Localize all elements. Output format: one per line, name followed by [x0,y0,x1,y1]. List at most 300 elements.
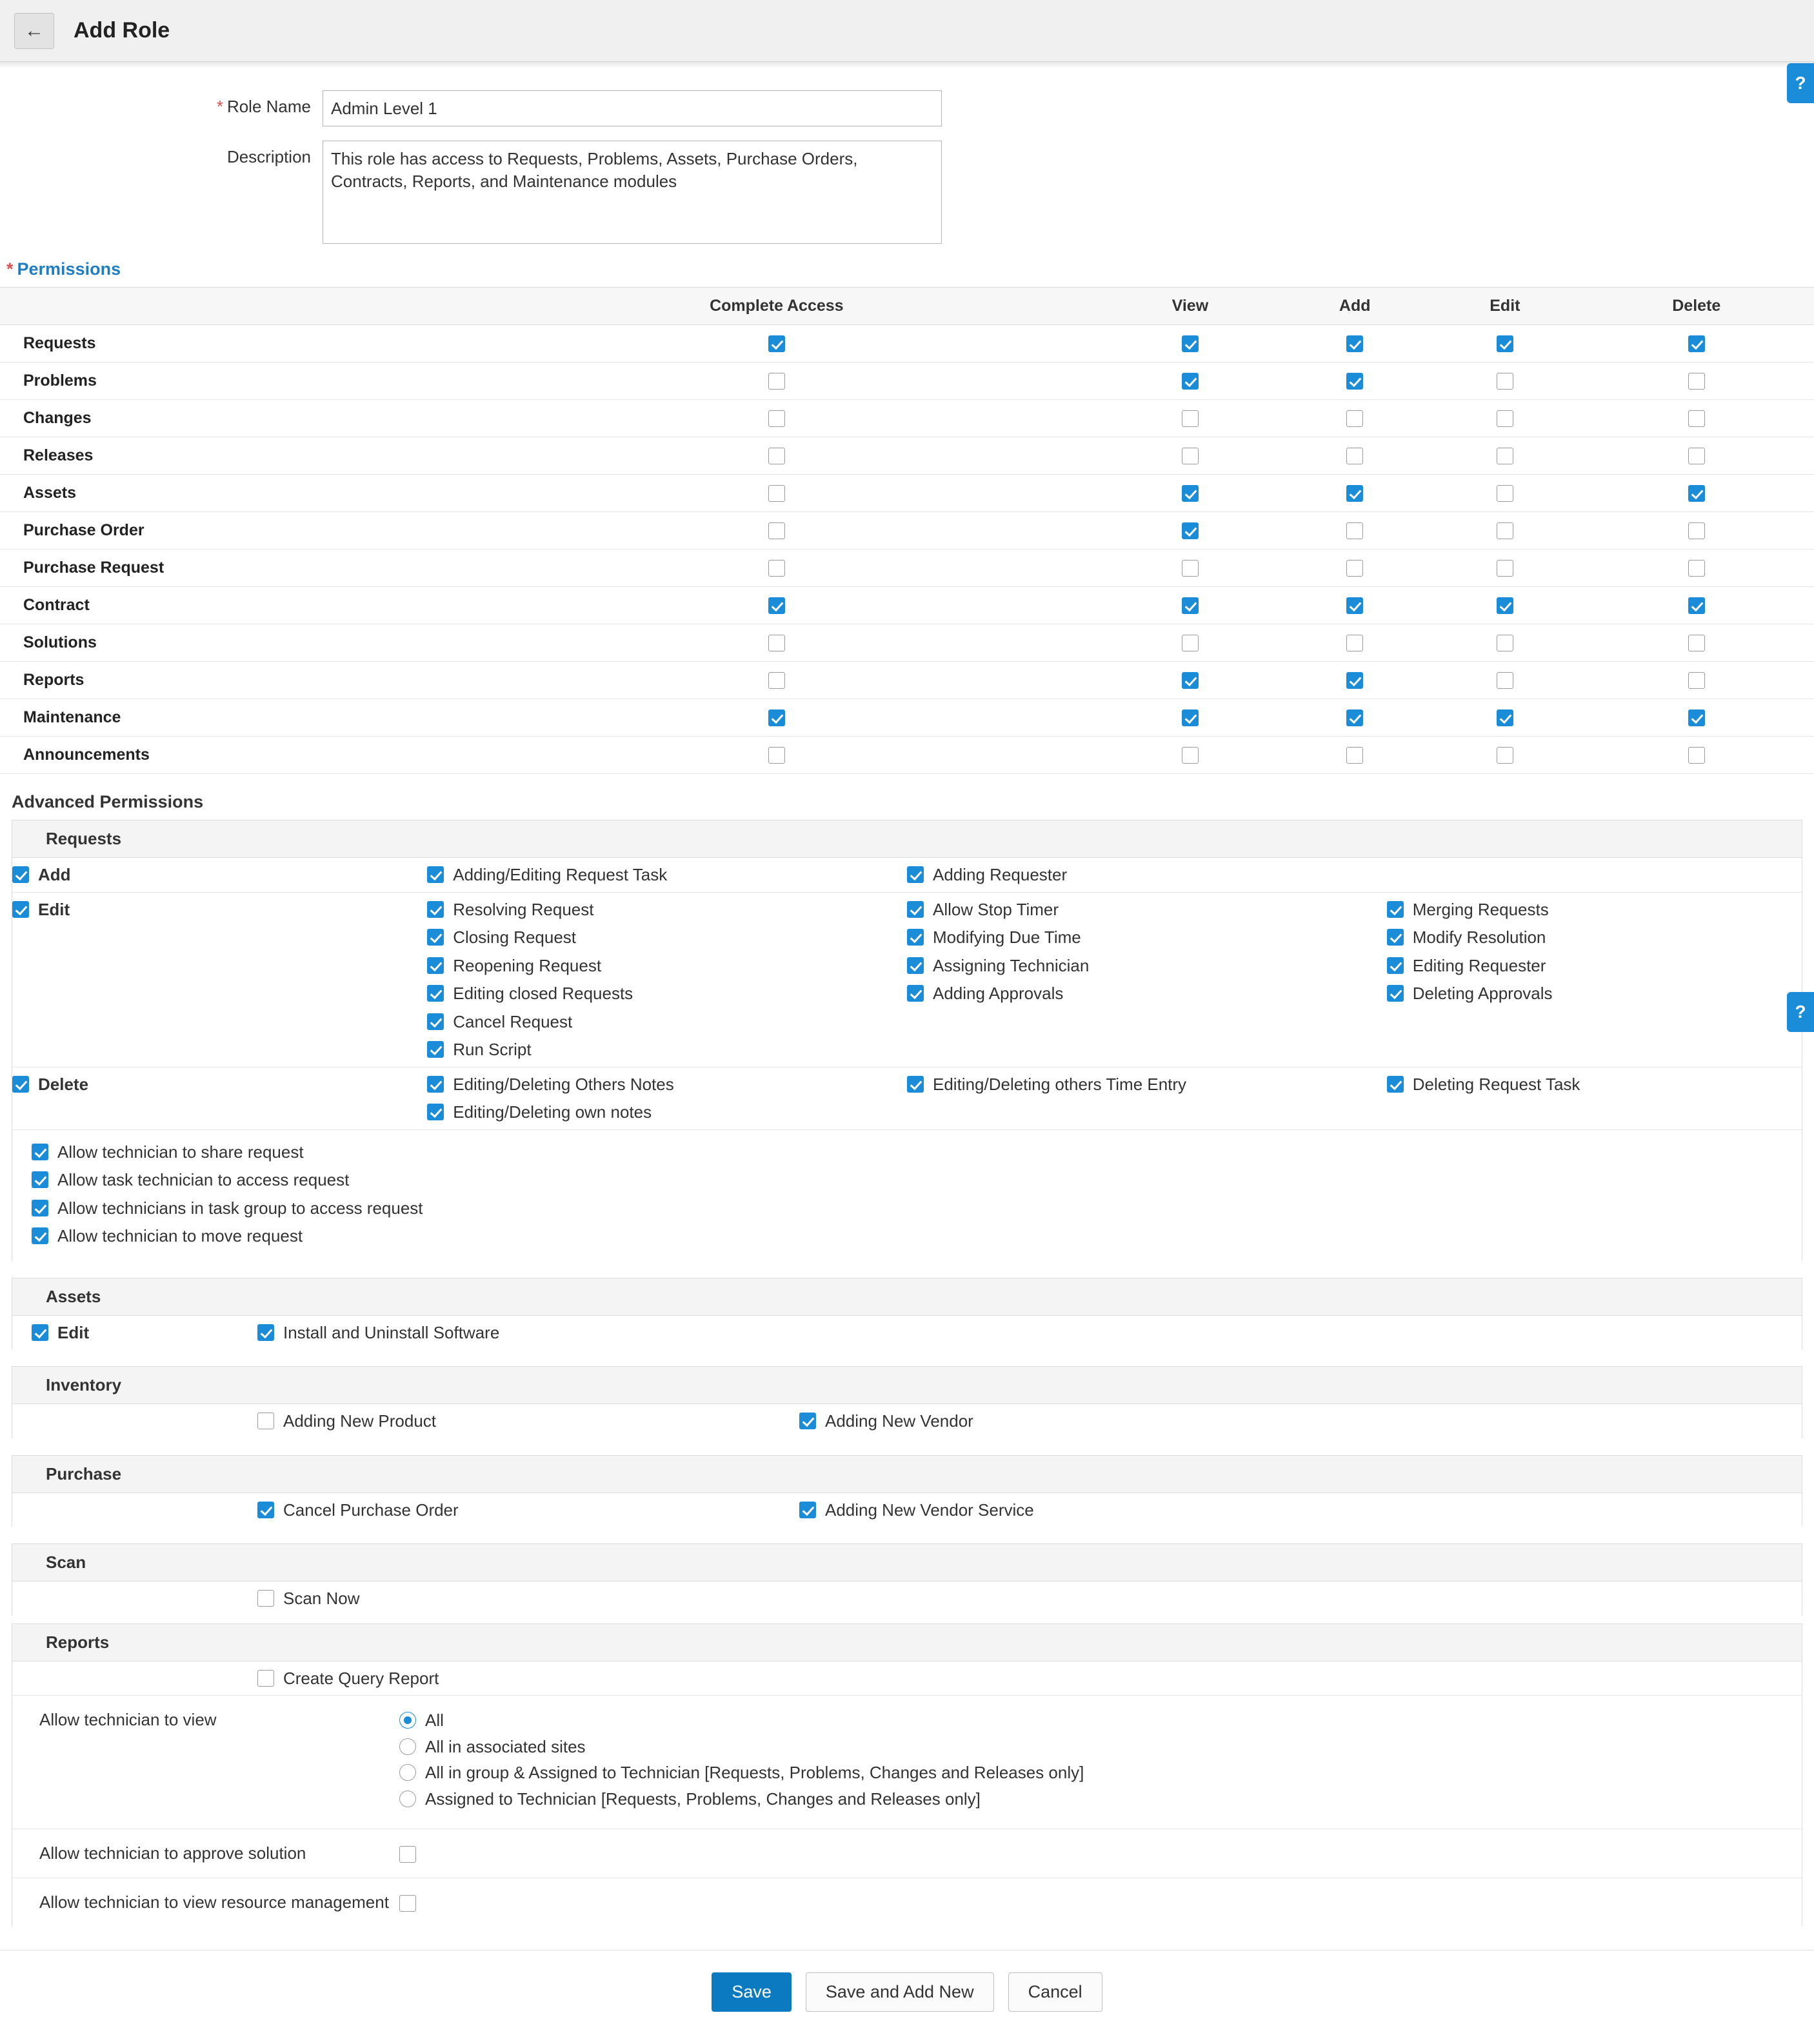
col-add: Add [1279,288,1431,325]
checkbox-problems-add[interactable] [1346,373,1363,390]
permission-cell-add [1279,699,1431,737]
required-indicator: * [216,97,223,116]
permission-cell-add [1279,325,1431,362]
permission-cell-delete [1579,624,1814,662]
table-row [0,512,1814,550]
permission-cell-view [1102,400,1279,437]
panel-title-assets: Assets [12,1278,1802,1316]
col-module [0,288,452,325]
label-adding-approvals: Adding Approvals [932,984,1064,1003]
inventory-spacer [12,1404,257,1438]
approve-solution-row [12,1829,1802,1878]
label-cancel-purchase-order: Cancel Purchase Order [283,1500,459,1520]
table-row [0,400,1814,437]
header-shadow [0,62,1814,68]
checkbox-maintenance-delete[interactable] [1688,709,1705,726]
role-name-input[interactable] [323,90,942,126]
label-editing-closed-requests: Editing closed Requests [453,984,633,1003]
table-row [0,587,1814,624]
permission-cell-view [1102,737,1279,774]
list-item[interactable] [907,1074,1387,1095]
col-view: View [1102,288,1279,325]
scan-advanced-table [12,1582,1802,1616]
col-complete-access: Complete Access [452,288,1102,325]
permission-cell-add [1279,624,1431,662]
list-item[interactable] [799,1411,1802,1432]
advanced-permissions-title: Advanced Permissions [12,792,204,811]
permission-cell-add [1279,437,1431,475]
checkbox-assets-edit[interactable] [32,1324,48,1341]
checkbox-changes-edit[interactable] [1497,410,1513,427]
list-item[interactable] [907,899,1387,920]
permission-module-label: Solutions [0,624,452,662]
permission-cell-complete [452,587,1102,624]
label-run-script: Run Script [453,1040,532,1059]
checkbox-modifying-due-time[interactable] [907,929,924,946]
list-item[interactable] [32,1169,1802,1191]
role-form [0,68,1814,244]
list-item[interactable] [257,1322,1802,1344]
list-item[interactable] [907,927,1387,948]
checkbox-adding-new-vendor-service[interactable] [799,1502,816,1518]
permission-cell-complete [452,737,1102,774]
page-title: Add Role [74,18,170,43]
checkbox-maintenance-add[interactable] [1346,709,1363,726]
requests-add-toggle[interactable] [12,864,427,886]
permission-module-label: Requests [0,325,452,362]
checkbox-purchase-request-add[interactable] [1346,560,1363,577]
requests-edit-cell [12,892,427,1067]
checkbox-releases-edit[interactable] [1497,448,1513,464]
radio-option-group-assigned[interactable] [399,1762,1802,1783]
list-item[interactable] [427,899,907,920]
label-scan-now: Scan Now [283,1589,360,1608]
purchase-col-a [257,1493,799,1527]
checkbox-deleting-request-task[interactable] [1387,1076,1404,1093]
advanced-panel-assets [12,1278,1802,1350]
label-cancel-request: Cancel Request [453,1011,573,1031]
list-item[interactable] [799,1500,1802,1521]
list-item[interactable] [427,864,907,886]
requests-advanced-table [12,858,1802,1129]
label-adding-new-product: Adding New Product [283,1411,437,1431]
checkbox-contract-edit[interactable] [1497,597,1513,614]
reports-spacer [12,1662,257,1696]
panel-title-inventory: Inventory [12,1367,1802,1404]
checkbox-releases-complete[interactable] [768,448,785,464]
checkbox-solutions-complete[interactable] [768,635,785,651]
radio-option-assigned[interactable] [399,1789,1802,1810]
table-row [0,662,1814,699]
checkbox-changes-delete[interactable] [1688,410,1705,427]
permission-module-label: Problems [0,362,452,400]
checkbox-resource-management[interactable] [399,1895,416,1912]
permissions-table [0,287,1814,774]
permission-cell-add [1279,737,1431,774]
permission-cell-edit [1431,400,1579,437]
checkbox-allow-technician-share-request[interactable] [32,1144,48,1160]
label-scope-group-assigned: All in group & Assigned to Technician [Requests, Problems, Changes and Releases only] [425,1763,1084,1782]
permissions-header-row [0,288,1814,325]
permission-cell-delete [1579,437,1814,475]
permission-module-label: Announcements [0,737,452,774]
label-scope-assigned: Assigned to Technician [Requests, Problems, Changes and Releases only] [425,1789,981,1809]
checkbox-purchase-request-edit[interactable] [1497,560,1513,577]
permission-module-label: Purchase Order [0,512,452,550]
purchase-row [12,1493,1802,1527]
list-item[interactable] [427,1011,907,1033]
permission-cell-complete [452,550,1102,587]
checkbox-maintenance-complete[interactable] [768,709,785,726]
requests-add-row [12,858,1802,892]
label-deleting-request-task: Deleting Request Task [1412,1074,1580,1094]
checkbox-releases-view[interactable] [1182,448,1199,464]
permission-module-label: Assets [0,475,452,512]
label-scope-all: All [425,1711,444,1730]
permission-cell-delete [1579,699,1814,737]
checkbox-purchase-request-delete[interactable] [1688,560,1705,577]
checkbox-editing-deleting-others-time-entry[interactable] [907,1076,924,1093]
help-tab-middle[interactable] [1787,992,1814,1032]
label-requests-delete: Delete [38,1074,89,1094]
list-item[interactable] [32,1198,1802,1219]
list-item[interactable] [257,1500,799,1521]
reports-advanced-table [12,1662,1802,1696]
permission-cell-complete [452,437,1102,475]
table-row [0,624,1814,662]
checkbox-problems-delete[interactable] [1688,373,1705,390]
checkbox-contract-add[interactable] [1346,597,1363,614]
purchase-spacer [12,1493,257,1527]
radio-assigned[interactable] [399,1791,416,1807]
checkbox-run-script[interactable] [427,1041,444,1058]
checkbox-install-uninstall-software[interactable] [257,1324,274,1341]
requests-delete-cell [12,1067,427,1129]
checkbox-closing-request[interactable] [427,929,444,946]
permission-cell-edit [1431,737,1579,774]
permission-cell-complete [452,699,1102,737]
checkbox-problems-view[interactable] [1182,373,1199,390]
label-adding-requester: Adding Requester [932,865,1068,884]
label-install-uninstall-software: Install and Uninstall Software [283,1322,500,1342]
label-allow-stop-timer: Allow Stop Timer [932,899,1059,919]
checkbox-requests-add[interactable] [12,866,29,883]
requests-delete-row [12,1067,1802,1129]
page-header [0,0,1814,62]
checkbox-announcements-edit[interactable] [1497,747,1513,764]
label-scope-associated-sites: All in associated sites [425,1736,586,1756]
permission-cell-add [1279,550,1431,587]
checkbox-allow-task-group-access[interactable] [32,1200,48,1216]
checkbox-problems-complete[interactable] [768,373,785,390]
list-item[interactable] [1387,983,1802,1004]
list-item[interactable] [427,983,907,1004]
checkbox-contract-complete[interactable] [768,597,785,614]
checkbox-requests-edit[interactable] [12,901,29,918]
permission-cell-add [1279,662,1431,699]
description-textarea[interactable] [323,141,942,244]
checkbox-solutions-view[interactable] [1182,635,1199,651]
table-row [0,699,1814,737]
panel-title-reports: Reports [12,1624,1802,1662]
checkbox-scan-now[interactable] [257,1590,274,1607]
checkbox-assets-edit[interactable] [1497,485,1513,502]
checkbox-editing-closed-requests[interactable] [427,985,444,1002]
permission-cell-edit [1431,512,1579,550]
permission-cell-view [1102,325,1279,362]
permission-cell-view [1102,624,1279,662]
permission-module-label: Maintenance [0,699,452,737]
arrow-left-icon: ← [25,19,44,41]
checkbox-adding-new-vendor[interactable] [799,1413,816,1429]
checkbox-announcements-add[interactable] [1346,747,1363,764]
advanced-panel-requests [12,820,1802,1261]
checkbox-editing-requester[interactable] [1387,957,1404,974]
label-deleting-approvals: Deleting Approvals [1412,984,1553,1003]
resource-management-control [399,1892,1802,1912]
checkbox-adding-editing-request-task[interactable] [427,866,444,883]
checkbox-modify-resolution[interactable] [1387,929,1404,946]
required-indicator: * [6,259,14,279]
list-item[interactable] [1387,927,1802,948]
requests-delete-toggle[interactable] [12,1074,427,1095]
permission-cell-view [1102,587,1279,624]
checkbox-allow-stop-timer[interactable] [907,901,924,918]
permission-cell-complete [452,624,1102,662]
checkbox-requests-complete[interactable] [768,335,785,352]
checkbox-purchase-order-edit[interactable] [1497,522,1513,539]
requests-add-col-a [427,858,907,892]
requests-delete-col-a [427,1067,907,1129]
checkbox-purchase-order-add[interactable] [1346,522,1363,539]
checkbox-requests-edit[interactable] [1497,335,1513,352]
checkbox-reports-view[interactable] [1182,672,1199,689]
checkbox-allow-technician-move-request[interactable] [32,1227,48,1244]
radio-all[interactable] [399,1712,416,1729]
permission-cell-add [1279,362,1431,400]
assets-edit-row [12,1316,1802,1350]
checkbox-requests-add[interactable] [1346,335,1363,352]
checkbox-solutions-edit[interactable] [1497,635,1513,651]
resource-management-row [12,1878,1802,1927]
checkbox-assigning-technician[interactable] [907,957,924,974]
permission-cell-view [1102,475,1279,512]
list-item[interactable] [907,983,1387,1004]
label-adding-editing-request-task: Adding/Editing Request Task [453,865,668,884]
checkbox-editing-deleting-own-notes[interactable] [427,1104,444,1120]
checkbox-deleting-approvals[interactable] [1387,985,1404,1002]
permission-module-label: Releases [0,437,452,475]
role-name-row [0,90,1814,126]
permission-module-label: Contract [0,587,452,624]
permission-module-label: Reports [0,662,452,699]
list-item[interactable] [1387,955,1802,977]
requests-edit-col-a [427,892,907,1067]
checkbox-purchase-request-view[interactable] [1182,560,1199,577]
requests-edit-col-c [1387,892,1802,1067]
checkbox-requests-delete[interactable] [1688,335,1705,352]
label-closing-request: Closing Request [453,928,577,947]
permission-cell-delete [1579,475,1814,512]
checkbox-requests-view[interactable] [1182,335,1199,352]
back-button[interactable] [14,13,54,49]
requests-add-cell [12,858,427,892]
permission-cell-add [1279,587,1431,624]
checkbox-resolving-request[interactable] [427,901,444,918]
checkbox-create-query-report[interactable] [257,1670,274,1687]
list-item[interactable] [257,1411,799,1432]
permission-cell-add [1279,400,1431,437]
checkbox-announcements-complete[interactable] [768,747,785,764]
checkbox-cancel-purchase-order[interactable] [257,1502,274,1518]
form-actions [0,1950,1814,2044]
label-modify-resolution: Modify Resolution [1412,928,1546,947]
label-assets-edit: Edit [57,1322,90,1342]
cancel-button[interactable]: Cancel [1008,1972,1102,2012]
list-item[interactable] [427,927,907,948]
checkbox-purchase-request-complete[interactable] [768,560,785,577]
checkbox-reports-edit[interactable] [1497,672,1513,689]
permission-cell-complete [452,325,1102,362]
checkbox-allow-task-technician-access[interactable] [32,1171,48,1188]
list-item[interactable] [907,864,1387,886]
label-editing-deleting-own-notes: Editing/Deleting own notes [453,1102,652,1122]
permissions-body [0,325,1814,774]
list-item[interactable] [257,1668,1802,1689]
permission-cell-view [1102,512,1279,550]
radio-associated-sites[interactable] [399,1738,416,1755]
checkbox-releases-add[interactable] [1346,448,1363,464]
label-editing-deleting-others-notes: Editing/Deleting Others Notes [453,1074,674,1094]
checkbox-announcements-delete[interactable] [1688,747,1705,764]
permission-cell-delete [1579,662,1814,699]
checkbox-assets-complete[interactable] [768,485,785,502]
assets-advanced-table [12,1316,1802,1350]
checkbox-adding-requester[interactable] [907,866,924,883]
table-row [0,437,1814,475]
permission-cell-view [1102,662,1279,699]
checkbox-approve-solution[interactable] [399,1846,416,1863]
permission-cell-view [1102,699,1279,737]
table-row [0,737,1814,774]
radio-option-all[interactable] [399,1710,1802,1731]
checkbox-adding-approvals[interactable] [907,985,924,1002]
checkbox-reports-delete[interactable] [1688,672,1705,689]
label-adding-new-vendor: Adding New Vendor [825,1411,973,1431]
checkbox-merging-requests[interactable] [1387,901,1404,918]
inventory-col-b [799,1404,1802,1438]
list-item[interactable] [427,1039,907,1060]
checkbox-solutions-delete[interactable] [1688,635,1705,651]
requests-edit-toggle[interactable] [12,899,427,920]
checkbox-solutions-add[interactable] [1346,635,1363,651]
table-row [0,362,1814,400]
checkbox-adding-new-product[interactable] [257,1413,274,1429]
panel-title-scan: Scan [12,1544,1802,1582]
checkbox-reports-add[interactable] [1346,672,1363,689]
checkbox-purchase-order-delete[interactable] [1688,522,1705,539]
checkbox-problems-edit[interactable] [1497,373,1513,390]
checkbox-changes-add[interactable] [1346,410,1363,427]
label-editing-requester: Editing Requester [1412,955,1546,975]
checkbox-reopening-request[interactable] [427,957,444,974]
permission-cell-delete [1579,362,1814,400]
checkbox-announcements-view[interactable] [1182,747,1199,764]
question-mark-icon: ? [1795,73,1806,93]
label-create-query-report: Create Query Report [283,1668,439,1688]
list-item[interactable] [32,1225,1802,1247]
inventory-advanced-table [12,1404,1802,1438]
scan-row [12,1582,1802,1616]
purchase-advanced-table [12,1493,1802,1527]
checkbox-changes-complete[interactable] [768,410,785,427]
label-resolving-request: Resolving Request [453,899,594,919]
assets-edit-toggle[interactable] [32,1322,257,1344]
list-item[interactable] [427,955,907,977]
checkbox-purchase-order-view[interactable] [1182,522,1199,539]
label-assigning-technician: Assigning Technician [932,955,1090,975]
list-item[interactable] [427,1102,907,1123]
checkbox-maintenance-view[interactable] [1182,709,1199,726]
view-scope-radio-group [399,1710,1802,1814]
checkbox-contract-view[interactable] [1182,597,1199,614]
list-item[interactable] [257,1588,1802,1609]
list-item[interactable] [907,955,1387,977]
checkbox-assets-view[interactable] [1182,485,1199,502]
permission-cell-delete [1579,587,1814,624]
label-approve-solution: Allow technician to approve solution [39,1843,306,1863]
permission-cell-complete [452,400,1102,437]
checkbox-reports-complete[interactable] [768,672,785,689]
radio-option-associated-sites[interactable] [399,1736,1802,1758]
list-item[interactable] [32,1142,1802,1163]
checkbox-assets-add[interactable] [1346,485,1363,502]
list-item[interactable] [427,1074,907,1095]
radio-group-assigned[interactable] [399,1764,416,1781]
reports-row [12,1662,1802,1696]
checkbox-editing-deleting-others-notes[interactable] [427,1076,444,1093]
label-allow-task-group-access: Allow technicians in task group to access request [57,1198,423,1218]
permissions-section-title: * Permissions [6,259,121,279]
save-button[interactable]: Save [712,1972,792,2012]
requests-edit-col-b [907,892,1387,1067]
label-allow-technician-share-request: Allow technician to share request [57,1142,304,1162]
description-label: Description [226,147,311,166]
checkbox-contract-delete[interactable] [1688,597,1705,614]
permission-cell-delete [1579,512,1814,550]
list-item[interactable] [1387,1074,1802,1095]
permission-cell-delete [1579,325,1814,362]
checkbox-maintenance-edit[interactable] [1497,709,1513,726]
label-allow-technician-move-request: Allow technician to move request [57,1226,303,1245]
help-tab-top[interactable] [1787,63,1814,103]
requests-delete-col-c [1387,1067,1802,1129]
checkbox-cancel-request[interactable] [427,1013,444,1030]
inventory-col-a [257,1404,799,1438]
permission-cell-complete [452,362,1102,400]
permission-cell-view [1102,550,1279,587]
advanced-panel-purchase [12,1455,1802,1527]
checkbox-assets-delete[interactable] [1688,485,1705,502]
permission-cell-edit [1431,662,1579,699]
checkbox-purchase-order-complete[interactable] [768,522,785,539]
list-item[interactable] [1387,899,1802,920]
checkbox-releases-delete[interactable] [1688,448,1705,464]
save-and-add-new-button[interactable]: Save and Add New [806,1972,994,2012]
checkbox-changes-view[interactable] [1182,410,1199,427]
permission-cell-complete [452,662,1102,699]
checkbox-requests-delete[interactable] [12,1076,29,1093]
